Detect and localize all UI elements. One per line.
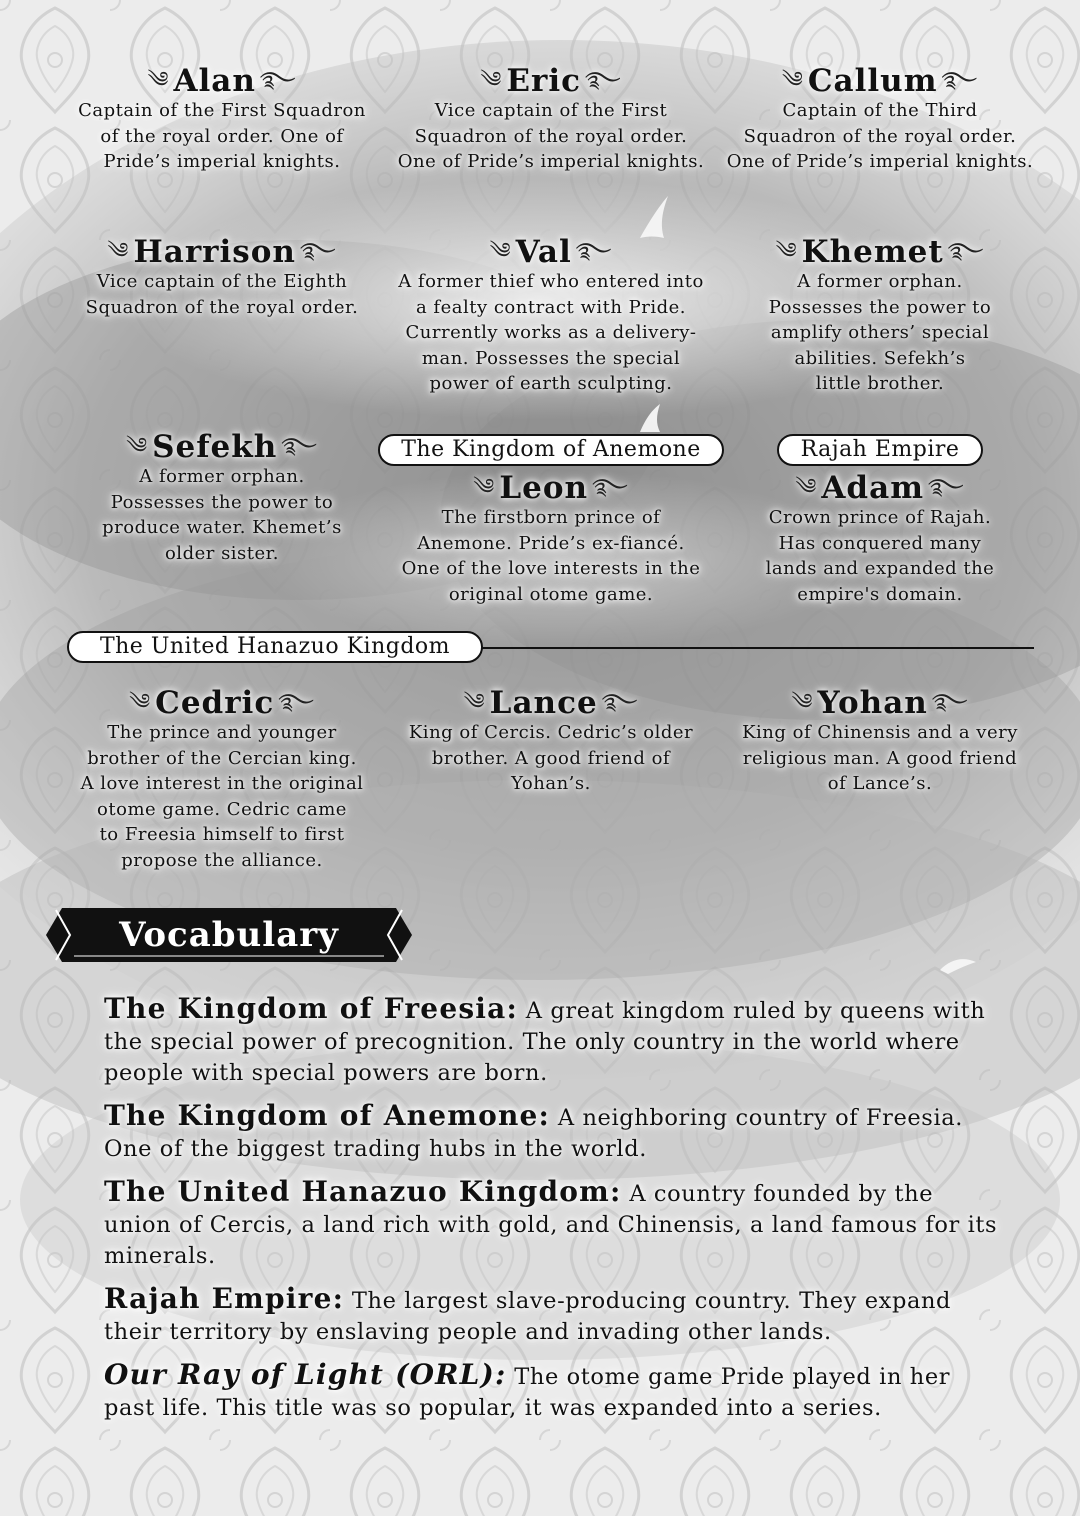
character-eric: ༄ Eric ࿐ Vice captain of the First Squadron of the royal order. One of Pride’s imperial knights. [391,64,711,175]
character-description: A former orphan. Possesses the power to produce water. Khemet’s older sister. [102,466,342,564]
vocab-term: Rajah Empire: [104,1282,345,1315]
vocabulary-title: Vocabulary [119,915,339,955]
section-label-rajah: Rajah Empire [777,434,983,466]
character-description: Crown prince of Rajah. Has conquered many lands and expanded the empire's domain. [765,507,995,605]
character-name: Lance [489,685,598,721]
vocab-entry-freesia [104,993,1004,1089]
character-name: Alan [173,63,256,99]
vocabulary-list [104,993,1004,1435]
character-name: Val [515,234,572,270]
character-name: Cedric [155,685,275,721]
vocabulary-banner [46,906,412,964]
character-description: Vice captain of the Eighth Squadron of the royal order. [85,271,359,318]
character-name: Harrison [133,234,296,270]
character-description: The firstborn prince of Anemone. Pride’s ex-fiancé. One of the love interests in the original otome game. [401,507,701,605]
character-description: A former thief who entered into a fealty contract with Pride. Currently works as a delivery- man. Possesses the special power of earth sculpting. [398,271,704,394]
character-khemet: ༄ Khemet ࿐ A former orphan. Possesses the power to amplify others’ special abilities. Sefekh’s little brother. [720,235,1040,397]
character-name: Sefekh [152,429,278,465]
vocab-definition: A neighboring country of Freesia. One of the biggest trading hubs in the world. [104,1105,964,1162]
character-leon: ༄ Leon ࿐ The firstborn prince of Anemone. Pride’s ex-fiancé. One of the love interests in the original otome game. [391,471,711,607]
vocab-term: The United Hanazuo Kingdom: [104,1175,622,1208]
character-cedric: ༄ Cedric ࿐ The prince and younger brother of the Cercian king. A love interest in the original otome game. Cedric came to Freesia himself to first propose the alliance. [62,686,382,873]
character-description: The prince and younger brother of the Cercian king. A love interest in the original otome game. Cedric came to Freesia himself to first propose the alliance. [80,722,364,871]
vocab-entry-hanazuo [104,1176,1004,1272]
character-val: ༄ Val ࿐ A former thief who entered into a fealty contract with Pride. Currently works as a delivery- man. Possesses the special power of earth sculpting. [391,235,711,397]
character-callum: ༄ Callum ࿐ Captain of the Third Squadron of the royal order. One of Pride’s imperial knights. [720,64,1040,175]
character-adam: ༄ Adam ࿐ Crown prince of Rajah. Has conquered many lands and expanded the empire's domain. [720,471,1040,607]
vocab-definition: A great kingdom ruled by queens with the special power of precognition. The only country in the world where people with special powers are born. [104,998,986,1086]
character-harrison: ༄ Harrison ࿐ Vice captain of the Eighth Squadron of the royal order. [62,235,382,320]
character-description: Captain of the Third Squadron of the royal order. One of Pride’s imperial knights. [726,100,1034,172]
character-description: King of Chinensis and a very religious man. A good friend of Lance’s. [742,722,1018,794]
vocab-entry-anemone [104,1100,1004,1165]
character-name: Khemet [801,234,944,270]
section-label-hanazuo: The United Hanazuo Kingdom [67,631,483,663]
character-description: King of Cercis. Cedric’s older brother. A good friend of Yohan’s. [408,722,694,794]
character-name: Leon [499,470,589,506]
character-name: Eric [506,63,581,99]
vocab-term: The Kingdom of Anemone: [104,1099,551,1132]
vocab-term: Our Ray of Light (ORL): [104,1358,507,1391]
character-name: Callum [807,63,938,99]
character-alan: ༄ Alan ࿐ Captain of the First Squadron of the royal order. One of Pride’s imperial knights. [62,64,382,175]
vocab-definition: The largest slave-producing country. They expand their territory by enslaving people and invading other lands. [104,1288,952,1345]
character-description: Vice captain of the First Squadron of the royal order. One of Pride’s imperial knights. [397,100,705,172]
vocab-entry-rajah [104,1283,1004,1348]
vocab-term: The Kingdom of Freesia: [104,992,519,1025]
vocab-definition: A country founded by the union of Cercis, a land rich with gold, and Chinensis, a land famous for its minerals. [104,1181,998,1269]
character-description: Captain of the First Squadron of the royal order. One of Pride’s imperial knights. [78,100,366,172]
character-description: A former orphan. Possesses the power to amplify others’ special abilities. Sefekh’s little brother. [768,271,992,394]
vocab-definition: The otome game Pride played in her past life. This title was so popular, it was expanded into a series. [104,1364,951,1421]
character-name: Adam [821,470,924,506]
character-sefekh: ༄ Sefekh ࿐ A former orphan. Possesses the power to produce water. Khemet’s older sister. [62,430,382,566]
section-divider-line [478,647,1034,649]
section-label-anemone: The Kingdom of Anemone [378,434,724,466]
vocab-entry-orl [104,1359,1004,1424]
character-name: Yohan [817,685,928,721]
character-yohan: ༄ Yohan ࿐ King of Chinensis and a very religious man. A good friend of Lance’s. [720,686,1040,797]
character-lance: ༄ Lance ࿐ King of Cercis. Cedric’s older brother. A good friend of Yohan’s. [391,686,711,797]
